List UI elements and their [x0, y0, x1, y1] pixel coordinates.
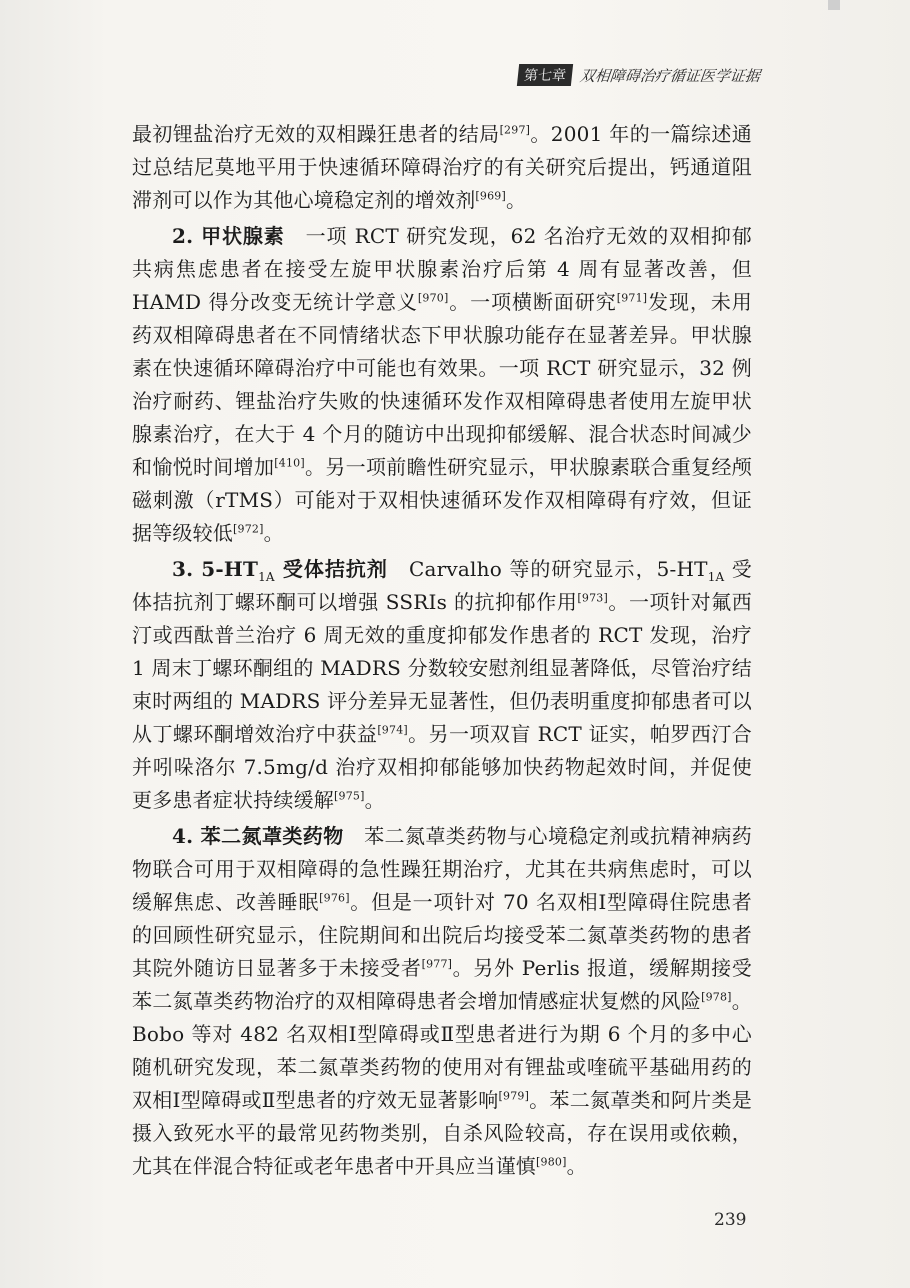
text-run: 。Bobo 等对 482 名双相Ⅰ型障碍或Ⅱ型患者进行为期 6 个月的多中心随机研究发现，苯二氮䓬类药物的使用对有锂盐或喹硫平基础用药的双相Ⅰ型障碍或Ⅱ型患者的疗效无显著影响 — [132, 989, 752, 1112]
section-heading: 2. 甲状腺素 — [172, 224, 285, 248]
citation-marker: [978] — [701, 990, 732, 1004]
citation-marker: [979] — [498, 1089, 530, 1103]
scan-corner-mark — [828, 0, 840, 10]
paragraph — [132, 118, 752, 217]
text-run: 。一项针对氟西汀或西酞普兰治疗 6 周无效的重度抑郁发作患者的 RCT 发现，治疗 1 周末丁螺环酮组的 MADRS 分数较安慰剂组显著降低，尽管治疗结束时两组的 MADRS 评分差异无显著性，但仍表明重度抑郁患者可以从丁螺环酮增效治疗中获益 — [132, 590, 752, 746]
citation-marker: [972] — [233, 522, 264, 536]
citation-marker: [975] — [334, 789, 365, 803]
citation-marker: [297] — [499, 123, 531, 137]
text-run: 。 — [566, 1154, 587, 1178]
citation-marker: [980] — [536, 1155, 567, 1169]
text-run: 。但是一项针对 70 名双相Ⅰ型障碍住院患者的回顾性研究显示，住院期间和出院后均接受苯二氮䓬类药物的患者其院外随访日显著多于未接受者 — [132, 890, 752, 980]
citation-marker: [969] — [475, 189, 506, 203]
citation-marker: [974] — [377, 723, 408, 737]
text-run: 。2001 年的一篇综述通过总结尼莫地平用于快速循环障碍治疗的有关研究后提出，钙通道阻滞剂可以作为其他心境稳定剂的增效剂 — [132, 122, 752, 212]
text-run: 。 — [506, 188, 527, 212]
text-run: 。 — [263, 521, 284, 545]
text-run: 受体拮抗剂丁螺环酮可以增强 SSRIs 的抗抑郁作用 — [132, 557, 752, 614]
citation-marker: [410] — [274, 456, 305, 470]
text-run: 一项 RCT 研究发现，62 名治疗无效的双相抑郁共病焦虑患者在接受左旋甲状腺素治疗后第 4 周有显著改善，但 HAMD 得分改变无统计学意义 — [132, 224, 752, 314]
chapter-label: 第七章 — [517, 64, 573, 86]
page-number: 239 — [714, 1210, 747, 1230]
subscript: 1A — [258, 570, 275, 584]
running-header — [517, 64, 761, 86]
text-run: 。 — [364, 788, 385, 812]
text-run: 发现，未用药双相障碍患者在不同情绪状态下甲状腺功能存在显著差异。甲状腺素在快速循环障碍治疗中可能也有效果。一项 RCT 研究显示，32 例治疗耐药、锂盐治疗失败的快速循环发作双相障碍患者使用左旋甲状腺素治疗，在大于 4 个月的随访中出现抑郁缓解、混合状态时间减少和愉悦时间增加 — [132, 290, 753, 479]
text-run: 。苯二氮䓬类和阿片类是摄入致死水平的最常见药物类别，自杀风险较高，存在误用或依赖，尤其在伴混合特征或老年患者中开具应当谨慎 — [132, 1088, 753, 1178]
citation-marker: [973] — [577, 591, 608, 605]
section-heading: 受体拮抗剂 — [274, 557, 388, 581]
citation-marker: [976] — [319, 891, 350, 905]
text-run: 最初锂盐治疗无效的双相躁狂患者的结局 — [132, 122, 500, 146]
text-run: 。另外 Perlis 报道，缓解期接受苯二氮䓬类药物治疗的双相障碍患者会增加情感症状复燃的风险 — [132, 956, 752, 1013]
text-run: 。另一项双盲 RCT 证实，帕罗西汀合并吲哚洛尔 7.5mg/d 治疗双相抑郁能够加快药物起效时间，并促使更多患者症状持续缓解 — [132, 722, 752, 812]
subscript: 1A — [707, 570, 725, 584]
citation-marker: [970] — [417, 291, 449, 305]
citation-marker: [977] — [421, 957, 453, 971]
text-run: Carvalho 等的研究显示，5-HT — [387, 557, 708, 581]
section-heading: 3. 5-HT — [172, 557, 259, 581]
section-heading: 4. 苯二氮䓬类药物 — [172, 824, 344, 848]
paragraph — [132, 220, 752, 550]
header-title: 双相障碍治疗循证医学证据 — [578, 66, 761, 85]
paragraph — [132, 553, 752, 817]
body-text — [132, 118, 752, 1183]
text-run: 苯二氮䓬类药物与心境稳定剂或抗精神病药物联合可用于双相障碍的急性躁狂期治疗，尤其在共病焦虑时，可以缓解焦虑、改善睡眠 — [132, 824, 753, 914]
paragraph — [132, 820, 752, 1183]
citation-marker: [971] — [616, 291, 648, 305]
text-run: 。另一项前瞻性研究显示，甲状腺素联合重复经颅磁刺激（rTMS）可能对于双相快速循环发作双相障碍有疗效，但证据等级较低 — [132, 455, 753, 545]
text-run: 。一项横断面研究 — [448, 290, 617, 314]
